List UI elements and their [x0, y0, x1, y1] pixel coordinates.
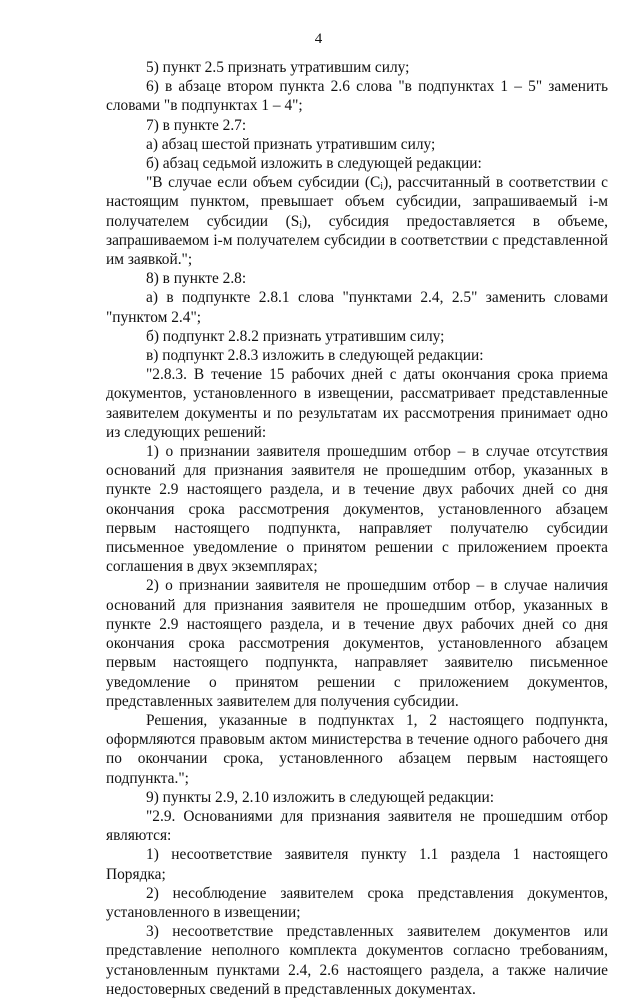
paragraph: б) абзац седьмой изложить в следующей редакции:: [146, 155, 482, 173]
paragraph: а) абзац шестой признать утратившим силу;: [146, 135, 436, 153]
paragraph: 6) в абзаце втором пункта 2.6 слова "в подпунктах 1 – 5" заменить словами "в подпунктах 1 – 4";: [106, 78, 608, 115]
paragraph: а) в подпункте 2.8.1 слова "пунктами 2.4, 2.5" заменить словами "пунктом 2.4";: [106, 289, 608, 326]
paragraph: Решения, указанные в подпунктах 1, 2 настоящего подпункта, оформляются правовым актом министерства в течение одного рабочего дня по окончании срока, установленного абзацем первым настоящего подпункта.";: [106, 711, 608, 787]
paragraph: 2) о признании заявителя не прошедшим отбор – в случае наличия оснований для признания заявителя не прошедшим отбор, указанных в пункте 2.9 настоящего раздела, и в течение двух рабочих дней со дня окончания срока рассмотрения документов, установленного абзацем первым настоящего подпункта, направляет заявителю письменное уведомление о принятом решении с приложением документов, представленных заявителем для получения субсидии.: [106, 577, 608, 710]
subscript: i: [380, 181, 384, 193]
text-run: ), рассчитанный в соответствии с настоящим пунктом, превышает объем субсидии, запрашиваемый i-м получателем субсидии (S: [106, 174, 608, 230]
paragraph: в) подпункт 2.8.3 изложить в следующей редакции:: [146, 347, 484, 365]
paragraph: 8) в пункте 2.8:: [146, 270, 247, 288]
paragraph: 1) несоответствие заявителя пункту 1.1 раздела 1 настоящего Порядка;: [106, 846, 608, 883]
paragraph: 1) о признании заявителя прошедшим отбор – в случае отсутствия оснований для признания заявителя не прошедшим отбор, указанных в пункте 2.9 настоящего раздела, и в течение двух рабочих дней со дня окончания срока рассмотрения документов, установленного абзацем первым настоящего подпункта, направляет получателю субсидии письменное уведомление о принятом решении с приложением проекта соглашения в двух экземплярах;: [106, 443, 608, 576]
paragraph-subsidy-formula: [106, 173, 608, 269]
subscript: i: [299, 219, 303, 231]
document-body: [106, 58, 608, 999]
paragraph: "2.8.3. В течение 15 рабочих дней с даты окончания срока приема документов, установленного в извещении, рассматривает представленные заявителем документы и по результатам их рассмотрения принимает одно из следующих решений:: [106, 366, 608, 441]
paragraph: 7) в пункте 2.7:: [146, 116, 247, 134]
paragraph: "2.9. Основаниями для признания заявителя не прошедшим отбор являются:: [106, 807, 608, 845]
paragraph: 5) пункт 2.5 признать утратившим силу;: [146, 59, 410, 76]
paragraph: б) подпункт 2.8.2 признать утратившим силу;: [146, 327, 445, 345]
paragraph: 9) пункты 2.9, 2.10 изложить в следующей редакции:: [146, 788, 495, 806]
paragraph: 2) несоблюдение заявителем срока представления документов, установленного в извещении;: [106, 884, 608, 921]
paragraph: 3) несоответствие представленных заявителем документов или представление неполного комплекта документов согласно требованиям, установленным пунктами 2.4, 2.6 настоящего раздела, а также наличие недостоверных сведений в представленных документах.: [106, 923, 608, 998]
text-run: "В случае если объем субсидии (C: [146, 174, 381, 192]
text-run: ), субсидия предоставляется в объеме, запрашиваемом i-м получателем субсидии в соответствии с представленной им заявкой.";: [106, 212, 608, 269]
page-number: 4: [314, 31, 323, 47]
